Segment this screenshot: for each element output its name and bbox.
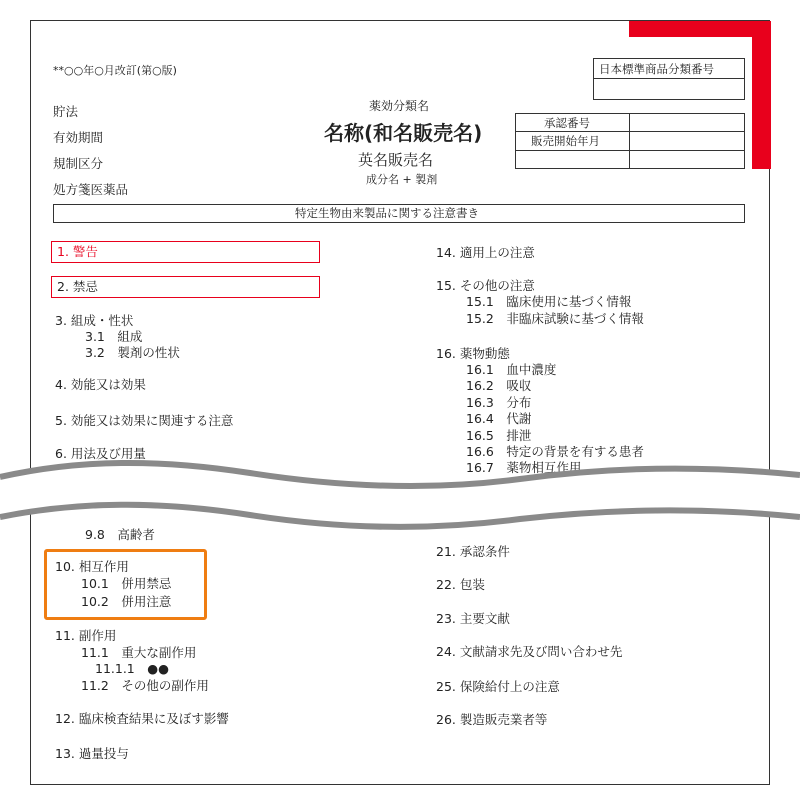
approval-number-label: 承認番号 (544, 116, 590, 130)
ingredients-label: 成分名 + 製剤 (366, 173, 438, 186)
red-corner-marker-top (629, 21, 771, 37)
section-16: 16. 薬物動態 (436, 346, 510, 361)
section-12: 12. 臨床検査結果に及ぼす影響 (55, 711, 229, 726)
section-23: 23. 主要文献 (436, 611, 510, 626)
approval-table-row-line-1 (515, 131, 745, 132)
bio-notice-text: 特定生物由来製品に関する注意書き (295, 206, 479, 220)
section-11-2: 11.2 その他の副作用 (81, 678, 209, 693)
section-26: 26. 製造販売業者等 (436, 712, 548, 727)
section-25: 25. 保険給付上の注意 (436, 679, 560, 694)
approval-table-col-line (629, 113, 630, 169)
section-16-3: 16.3 分布 (466, 395, 532, 410)
section-15-2: 15.2 非臨床試験に基づく情報 (466, 311, 644, 326)
expiry-label: 有効期間 (53, 130, 104, 145)
section-1-warning: 1. 警告 (57, 244, 98, 259)
sales-start-label: 販売開始年月 (531, 134, 600, 148)
section-10: 10. 相互作用 (55, 559, 129, 574)
section-16-2: 16.2 吸収 (466, 378, 532, 393)
regulation-label: 規制区分 (53, 156, 104, 171)
classification-number-label: 日本標準商品分類番号 (599, 62, 714, 76)
section-5: 5. 効能又は効果に関連する注意 (55, 413, 234, 428)
section-16-1: 16.1 血中濃度 (466, 362, 557, 377)
storage-label: 貯法 (53, 104, 79, 119)
section-10-2: 10.2 併用注意 (81, 594, 172, 609)
section-3-1: 3.1 組成 (85, 329, 143, 344)
section-16-4: 16.4 代謝 (466, 411, 532, 426)
section-16-5: 16.5 排泄 (466, 428, 532, 443)
omission-wave-band (0, 455, 800, 535)
section-6: 6. 用法及び用量 (55, 446, 146, 461)
prescription-label: 処方箋医薬品 (53, 182, 129, 197)
product-name-en: 英名販売名 (358, 151, 434, 169)
product-name-jp: 名称(和名販売名) (324, 121, 483, 145)
section-16-6: 16.6 特定の背景を有する患者 (466, 444, 644, 459)
section-9-8: 9.8 高齢者 (85, 527, 155, 542)
revision-note: **○○年○月改訂(第○版) (53, 64, 177, 77)
section-11-1-1: 11.1.1 ●● (95, 661, 170, 676)
section-16-7: 16.7 薬物相互作用 (466, 460, 582, 475)
section-22: 22. 包装 (436, 577, 485, 592)
section-24: 24. 文献請求先及び問い合わせ先 (436, 644, 623, 659)
red-corner-marker-side (752, 21, 771, 169)
section-4: 4. 効能又は効果 (55, 377, 146, 392)
section-10-1: 10.1 併用禁忌 (81, 576, 172, 591)
section-2-contraindications: 2. 禁忌 (57, 279, 98, 294)
section-3: 3. 組成・性状 (55, 313, 134, 328)
classification-number-divider (593, 78, 745, 79)
section-15-1: 15.1 臨床使用に基づく情報 (466, 294, 632, 309)
section-14: 14. 適用上の注意 (436, 245, 535, 260)
package-insert-template (30, 20, 770, 785)
approval-table-row-line-2 (515, 150, 745, 151)
section-21: 21. 承認条件 (436, 544, 510, 559)
section-3-2: 3.2 製剤の性状 (85, 345, 180, 360)
efficacy-class: 薬効分類名 (369, 99, 430, 113)
section-11: 11. 副作用 (55, 628, 117, 643)
section-11-1: 11.1 重大な副作用 (81, 645, 197, 660)
section-15: 15. その他の注意 (436, 278, 535, 293)
section-13: 13. 過量投与 (55, 746, 129, 761)
